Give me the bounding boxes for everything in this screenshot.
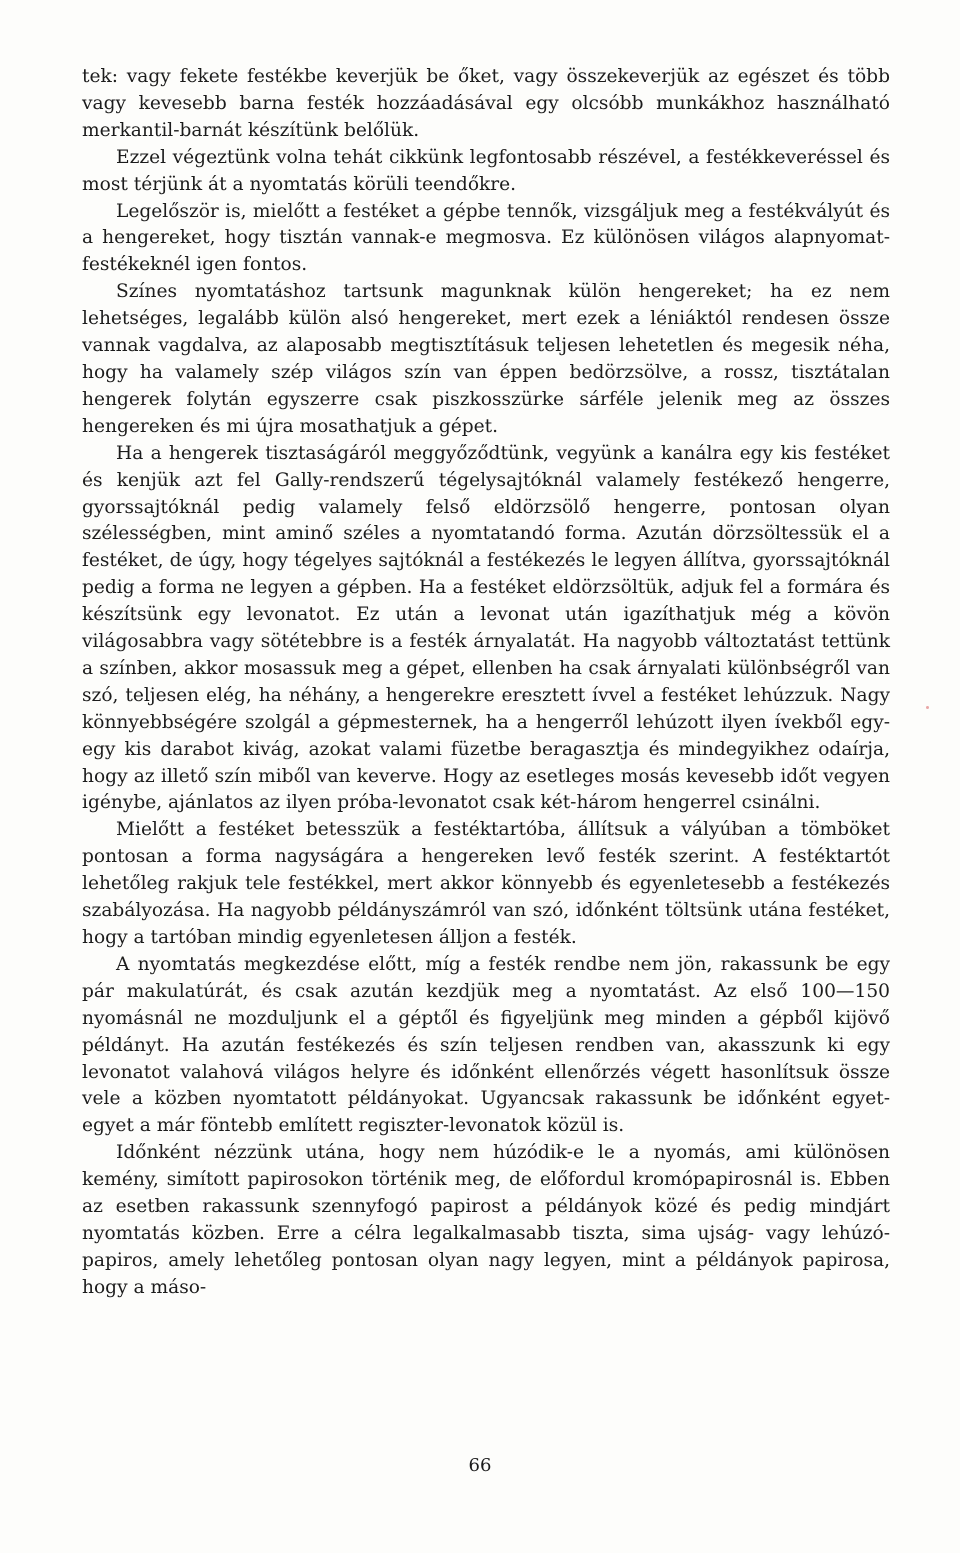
body-text — [82, 64, 890, 1302]
paragraph-7: A nyomtatás megkezdése előtt, míg a festék rendbe nem jön, rakassunk be egy pár makulatúrát, és csak azután kezdjük meg a nyomtatást. Az első 100—150 nyomásnál ne mozduljunk el a géptől és figyeljünk meg minden a gépből kijövő példányt. Ha azután festékezés és szín teljesen rendben van, akasszunk ki egy levonatot valahová világos helyre és időnként ellenőrzés végett hasonlítsuk össze vele a közben nyomtatott példányokat. Ugyancsak rakassunk be időnként egyet-egyet a már föntebb említett regiszter-levonatok közül is. — [82, 953, 890, 1137]
paragraph-4: Színes nyomtatáshoz tartsunk magunknak külön hengereket; ha ez nem lehetséges, legalább külön alsó hengereket, mert ezek a léniáktól rendesen össze vannak vagdalva, az alaposabb megtisztításuk teljesen lehetetlen és megesik néha, hogy ha valamely szép világos szín van éppen bedörzsölve, a rossz, tisztátalan hengerek folytán egyszerre csak piszkosszürke sárféle jelenik meg az összes hengereken és mi újra mosathatjuk a gépet. — [82, 281, 890, 437]
page-number: 66 — [468, 1455, 492, 1476]
paper-speck — [926, 706, 929, 709]
paragraph-2: Ezzel végeztünk volna tehát cikkünk legfontosabb részével, a festékkeveréssel és most térjünk át a nyomtatás körüli teendőkre. — [82, 146, 890, 195]
paragraph-5: Ha a hengerek tisztaságáról meggyőződtünk, vegyünk a kanálra egy kis festéket és kenjük azt fel Gally-rendszerű tégelysajtóknál valamely festékező hengerre, gyorssajtóknál pedig valamely felső eldörzsölő hengerre, pontosan olyan szélességben, mint aminő széles a nyomtatandó forma. Azután dörzsöltessük el a festéket, de úgy, hogy tégelyes sajtóknál a festékezés le legyen állítva, gyorssajtóknál pedig a forma ne legyen a gépben. Ha a festéket eldörzsöltük, adjuk fel a formára és készítsünk egy levonatot. Ez után a levonat után igazíthatjuk még a kövön világosabbra vagy sötétebbre is a festék árnyalatát. Ha nagyobb változtatást tettünk a színben, akkor mosassuk meg a gépet, ellenben ha csak árnyalati különbségről van szó, teljesen elég, ha néhány, a hengerekre eresztett ívvel a festéket lehúzzuk. Nagy könnyebbségére szolgál a gépmesternek, ha a hengerről lehúzott ilyen ívekből egy-egy kis darabot kivág, azokat valami füzetbe beragasztja és mindegyikhez odaírja, hogy az illető szín miből van keverve. Hogy az esetleges mosás kevesebb időt vegyen igénybe, ajánlatos az ilyen próba-levonatot csak két-három hengerrel csinálni. — [82, 442, 890, 814]
paragraph-6: Mielőtt a festéket betesszük a festéktartóba, állítsuk a vályúban a tömböket pontosan a forma nagyságára a hengereken levő festék szerint. A festéktartót lehetőleg rakjuk tele festékkel, mert akkor könnyebb és egyenletesebb a festékezés szabályozása. Ha nagyobb példányszámról van szó, időnként töltsünk utána festéket, hogy a tartóban mindig egyenletesen álljon a festék. — [82, 819, 890, 948]
paragraph-3: Legelőször is, mielőtt a festéket a gépbe tennők, vizsgáljuk meg a festékvályút és a hengereket, hogy tisztán vannak-e megmosva. Ez különösen világos alapnyomat-festékeknél igen fontos. — [82, 200, 890, 276]
paragraph-8: Időnként nézzünk utána, hogy nem húzódik-e le a nyomás, ami különösen kemény, simított papirosokon történik meg, de előfordul kromópapirosnál is. Ebben az esetben rakassunk szennyfogó papirost a példányok közé és pedig mindjárt nyomtatás közben. Erre a célra legalkalmasabb tiszta, sima ujság- vagy lehúzó-papiros, amely lehetőleg pontosan olyan nagy legyen, mint a példányok papirosa, hogy a máso- — [82, 1142, 890, 1298]
paragraph-1: tek: vagy fekete festékbe keverjük be őket, vagy összekeverjük az egészet és több vagy kevesebb barna festék hozzáadásával egy olcsóbb munkákhoz használható merkantil-barnát készítünk belőlük. — [82, 66, 890, 141]
